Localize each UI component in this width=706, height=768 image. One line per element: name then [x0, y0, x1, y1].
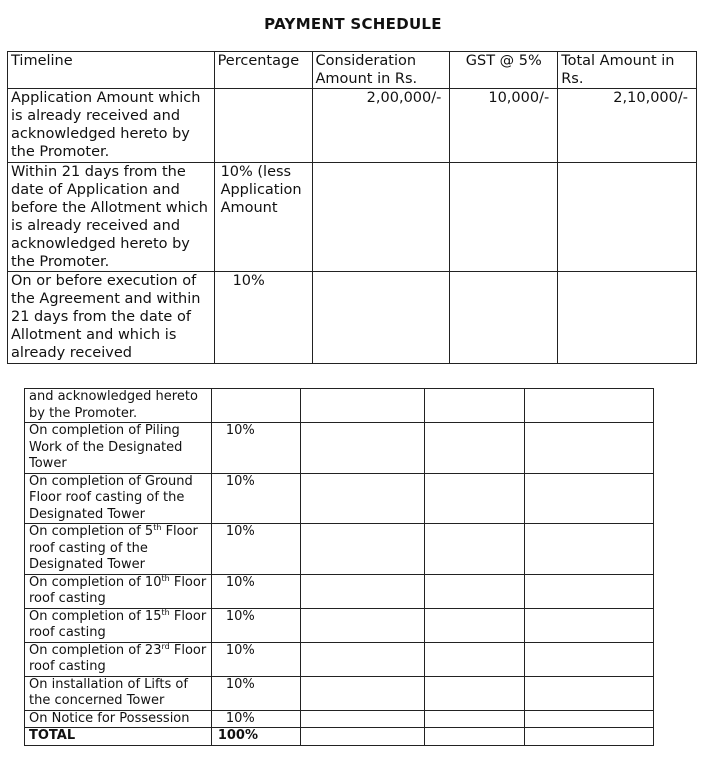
cell-empty: [300, 574, 425, 608]
cell-timeline: [25, 524, 212, 575]
cell-percentage: 10%: [211, 574, 300, 608]
ordinal-suffix: th: [161, 573, 170, 583]
cell-empty: [425, 524, 525, 575]
cell-percentage: 10%: [214, 272, 312, 364]
table-row: [25, 676, 654, 710]
cell-timeline: On completion of Piling Work of the Designated Tower: [25, 423, 212, 474]
cell-percentage: 10%: [211, 676, 300, 710]
cell-gst: [450, 163, 558, 272]
cell-total-percentage: 100%: [211, 728, 300, 746]
timeline-text: On completion of 5: [29, 524, 154, 539]
cell-empty: [425, 728, 525, 746]
cell-percentage: [211, 389, 300, 423]
cell-empty: [525, 524, 654, 575]
timeline-text: Floor roof casting: [29, 642, 207, 674]
table-row: [25, 608, 654, 642]
header-timeline: Timeline: [8, 52, 215, 89]
cell-consideration: [312, 272, 450, 364]
timeline-text: On completion of 15: [29, 608, 162, 624]
table-row: [25, 473, 654, 524]
cell-gst: [450, 272, 558, 364]
cell-timeline: On Notice for Possession: [25, 710, 212, 728]
timeline-text: Floor roof casting: [29, 608, 207, 640]
cell-timeline: Application Amount which is already received and acknowledged hereto by the Promoter.: [8, 89, 215, 163]
cell-empty: [525, 473, 654, 524]
cell-total: 2,10,000/-: [558, 89, 697, 163]
timeline-text: On completion of 10: [29, 574, 162, 590]
cell-timeline: On installation of Lifts of the concerned Tower: [25, 676, 212, 710]
table-row: [8, 89, 697, 163]
cell-percentage: 10%: [211, 473, 300, 524]
cell-empty: [300, 524, 425, 575]
cell-empty: [525, 676, 654, 710]
cell-empty: [300, 728, 425, 746]
ordinal-suffix: th: [161, 607, 170, 617]
table-row: [8, 163, 697, 272]
cell-consideration: 2,00,000/-: [312, 89, 450, 163]
table-row: [25, 710, 654, 728]
cell-empty: [425, 574, 525, 608]
cell-empty: [300, 473, 425, 524]
cell-empty: [525, 710, 654, 728]
cell-total-label: TOTAL: [25, 728, 212, 746]
cell-timeline: On completion of Ground Floor roof casting of the Designated Tower: [25, 473, 212, 524]
cell-empty: [300, 710, 425, 728]
cell-timeline: [25, 608, 212, 642]
ordinal-suffix: th: [153, 523, 162, 532]
header-percentage: Percentage: [214, 52, 312, 89]
ordinal-suffix: rd: [161, 641, 170, 651]
cell-empty: [300, 423, 425, 474]
cell-timeline: [25, 642, 212, 676]
cell-percentage: [214, 89, 312, 163]
cell-empty: [525, 389, 654, 423]
cell-empty: [425, 473, 525, 524]
table-header-row: [8, 52, 697, 89]
cell-percentage: 10%: [211, 524, 300, 575]
timeline-text: Floor roof casting of the Designated Tower: [29, 524, 198, 572]
cell-total: [558, 272, 697, 364]
cell-percentage: 10%: [211, 608, 300, 642]
header-total: Total Amount in Rs.: [558, 52, 697, 89]
cell-empty: [425, 389, 525, 423]
cell-empty: [425, 423, 525, 474]
cell-percentage: 10% (less Application Amount: [214, 163, 312, 272]
table-row: [25, 423, 654, 474]
cell-timeline: [25, 574, 212, 608]
cell-empty: [525, 574, 654, 608]
table-row: [25, 642, 654, 676]
cell-percentage: 10%: [211, 642, 300, 676]
cell-empty: [425, 676, 525, 710]
page-title: PAYMENT SCHEDULE: [264, 15, 442, 33]
cell-percentage: 10%: [211, 710, 300, 728]
payment-schedule-table-2: [24, 388, 654, 746]
cell-consideration: [312, 163, 450, 272]
total-row: [25, 728, 654, 746]
cell-timeline: and acknowledged hereto by the Promoter.: [25, 389, 212, 423]
header-consideration: Consideration Amount in Rs.: [312, 52, 450, 89]
table-row: [25, 389, 654, 423]
cell-total: [558, 163, 697, 272]
cell-timeline: On or before execution of the Agreement and within 21 days from the date of Allotment and which is already received: [8, 272, 215, 364]
cell-empty: [525, 608, 654, 642]
cell-empty: [525, 728, 654, 746]
cell-timeline: Within 21 days from the date of Application and before the Allotment which is already received and acknowledged hereto by the Promoter.: [8, 163, 215, 272]
cell-gst: 10,000/-: [450, 89, 558, 163]
cell-empty: [425, 710, 525, 728]
header-gst: GST @ 5%: [450, 52, 558, 89]
cell-percentage: 10%: [211, 423, 300, 474]
table-row: [25, 574, 654, 608]
cell-empty: [425, 608, 525, 642]
cell-empty: [525, 642, 654, 676]
cell-empty: [300, 642, 425, 676]
table-row: [8, 272, 697, 364]
timeline-text: Floor roof casting: [29, 574, 207, 606]
cell-empty: [425, 642, 525, 676]
payment-schedule-table-1: [7, 51, 697, 364]
cell-empty: [300, 676, 425, 710]
table-row: [25, 524, 654, 575]
cell-empty: [300, 608, 425, 642]
timeline-text: On completion of 23: [29, 642, 162, 658]
cell-empty: [300, 389, 425, 423]
cell-empty: [525, 423, 654, 474]
